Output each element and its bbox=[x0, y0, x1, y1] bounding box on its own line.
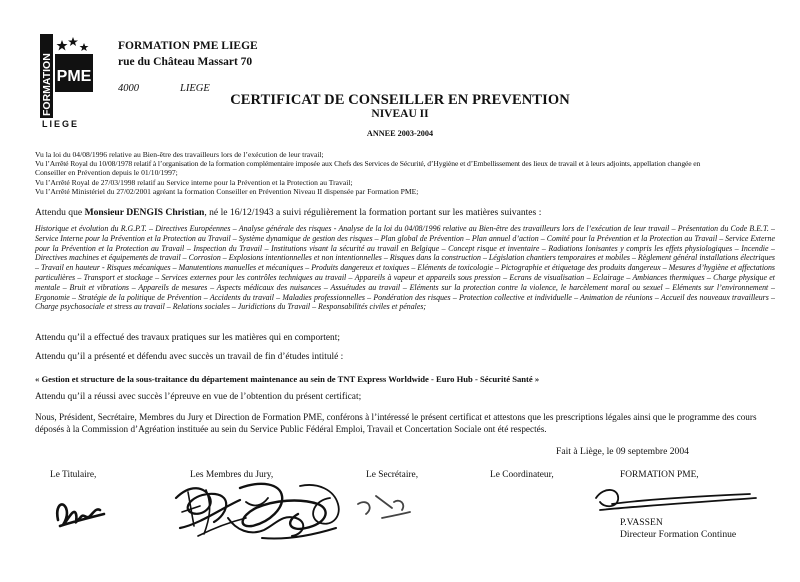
attendu-suffix: , né le 16/12/1943 a suivi régulièrement la formation portant sur les matières suivantes : bbox=[204, 207, 542, 218]
signature-label-formation: FORMATION PME, bbox=[620, 470, 699, 480]
attendu-defended: Attendu qu’il a présenté et défendu avec succès un travail de fin d’études intitulé : bbox=[35, 352, 344, 362]
certificate-year: ANNEE 2003-2004 bbox=[366, 129, 434, 138]
legal-reference: Vu l’Arrêté Royal de 27/03/1998 relatif au Service interne pour la Prévention et la Protection au Travail; bbox=[35, 177, 353, 187]
formation-pme-logo bbox=[40, 34, 98, 129]
org-name: FORMATION PME LIEGE bbox=[118, 40, 258, 52]
signatures-area bbox=[0, 478, 800, 577]
certificate-title: CERTIFICAT DE CONSEILLER EN PREVENTION bbox=[230, 92, 570, 108]
signature-secretaire bbox=[358, 496, 410, 518]
deliberation-text: Nous, Président, Secrétaire, Membres du Jury et Direction de Formation PME, conférons à l’intéressé le présent certificat et attestons que les prescriptions légales ainsi que le programme des cours déposés à la Commission d’Agréation instituée au sein du Service Public Fédéral Emploi, Travail et Concertation Sociale ont été respectés. bbox=[35, 412, 757, 434]
subjects-list: Historique et évolution du R.G.P.T. – Directives Européennes – Analyse générale des risques - Analyse de la loi du 04/08/1996 relative au Bien-être des travailleurs lors de l’exécution de leur travail – Présentation du Code B.E.T. – Service Interne pour la Prévention et la Protection au Travail – Système dynamique de gestion des risques – Plan global de Prévention – Plan annuel d’action – Comité pour la Prévention et la Protection au Travail – Service Externe pour la Prévention et la Protection au Travail – Inspection du Travail – Institutions visant la sécurité au travail en Belgique – Concept risque et inventaire – Radiations Ionisantes y compris les effets physiologiques – Incendie – Directives machines et équipements de travail – Corrosion – Explosions intentionnelles et non intentionnelles – Risques dans la construction – Législation chantiers temporaires et mobiles – Règlement général installations électriques – Travail en hauteur - Risques mécaniques – Manutentions manuelles et mécaniques – Produits dangereux et toxiques – Eléments de toxicologie – Pictographie et étiquetage des produits dangereux – Mesures d’hygiène et affectations particulières – Transport et stockage – Services externes pour les contrôles techniques au travail – Appareils à vapeur et appareils sous pression – Ecrans de visualisation – Eclairage – Ambiances thermiques – Charge physique et mentale – Bruit et vibrations – Appareils de mesures – Aspects médicaux des nuisances – Assuétudes au travail – Eléments sur la protection contre la violence, le harcèlement moral ou sexuel – Eléments sur l’environnement – Ergonomie – Stratégie de la politique de Prévention – Accidents du travail – Maladies professionnelles – Pondération des risques – Protection collective et individuelle – Animation de réunions – Accueil des nouveaux travailleurs – Charge psychosociale et stress au travail – Relations sociales – Juridictions du Travail – Responsabilités civiles et pénales; bbox=[35, 224, 775, 312]
legal-references bbox=[35, 150, 770, 196]
attendu-practice: Attendu qu’il a effectué des travaux pratiques sur les matières qui en comportent; bbox=[35, 333, 340, 343]
legal-reference: Vu la loi du 04/08/1996 relative au Bien-être des travailleurs lors de l’exécution de leur travail; bbox=[35, 150, 324, 159]
signature-label-secretaire: Le Secrétaire, bbox=[366, 470, 419, 480]
org-street: rue du Château Massart 70 bbox=[118, 56, 253, 68]
signature-jury-4 bbox=[228, 517, 336, 538]
logo-bottom-text: LIEGE bbox=[42, 119, 80, 129]
signature-label-titulaire: Le Titulaire, bbox=[50, 470, 97, 480]
attendu-exam: Attendu qu’il a réussi avec succès l’épreuve en vue de l’obtention du présent certificat; bbox=[35, 392, 362, 402]
signature-label-jury: Les Membres du Jury, bbox=[190, 470, 274, 480]
attendu-main bbox=[35, 207, 775, 218]
director-role: Directeur Formation Continue bbox=[620, 529, 737, 540]
director-name: P.VASSEN bbox=[620, 517, 663, 528]
signature-director bbox=[596, 490, 756, 510]
legal-reference: Conseiller en Prévention depuis le 01/10/1997; bbox=[35, 168, 178, 178]
signature-label-coordinateur: Le Coordinateur, bbox=[490, 470, 554, 480]
org-city: LIEGE bbox=[180, 83, 210, 94]
signature-jury-3 bbox=[240, 484, 326, 529]
signature-titulaire bbox=[57, 504, 104, 526]
place-date: Fait à Liège, le 09 septembre 2004 bbox=[556, 446, 689, 457]
legal-reference: Vu l’Arrêté Ministériel du 27/02/2001 agréant la formation Conseiller en Prévention Niveau II dispensée par Formation PME; bbox=[35, 186, 419, 196]
thesis-title: « Gestion et structure de la sous-traitance du département maintenance au sein de TNT Express Worldwide - Euro Hub - Sécurité Santé » bbox=[35, 374, 540, 384]
org-zip: 4000 bbox=[118, 83, 139, 94]
certificate-level: NIVEAU II bbox=[371, 108, 429, 120]
logo-side-text: FORMATION bbox=[41, 53, 53, 116]
legal-reference: Vu l’Arrêté Royal du 10/08/1978 relatif à l’organisation de la formation complémentaire imposée aux Chefs des Services de Sécurité, d’Hygiène et d’Embellissement des lieux de travail et à leurs adjoints, appellation changée en bbox=[35, 159, 701, 169]
recipient-name: Monsieur DENGIS Christian bbox=[84, 207, 205, 218]
attendu-prefix: Attendu que bbox=[35, 207, 85, 218]
logo-main-text: PME bbox=[56, 68, 92, 85]
star-icon bbox=[57, 37, 89, 51]
